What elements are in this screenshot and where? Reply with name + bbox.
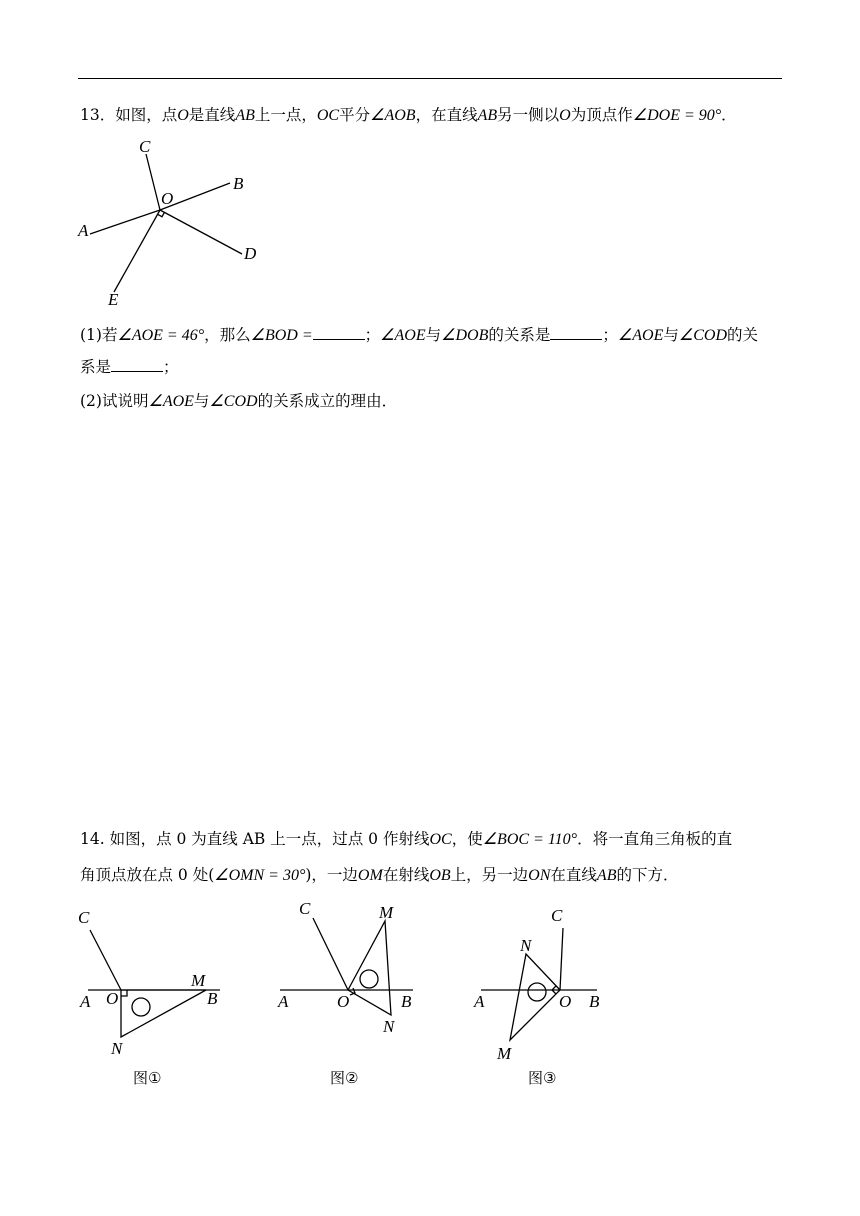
- text: 上，另一边: [450, 866, 529, 884]
- label-b: B: [233, 174, 244, 193]
- text: 的关系是: [488, 326, 551, 344]
- text: ，使: [451, 830, 483, 848]
- label-b: B: [207, 989, 218, 1008]
- text: 13．如图，点: [80, 106, 178, 124]
- label-b: B: [401, 992, 412, 1011]
- label-n: N: [520, 936, 532, 955]
- math: AB: [596, 867, 617, 884]
- figure-1: [78, 908, 220, 1087]
- label-b: B: [589, 992, 600, 1011]
- text: 是直线: [188, 106, 236, 124]
- text: ．将一直角三角板的直: [577, 830, 733, 848]
- label-c: C: [78, 908, 90, 927]
- math: OC: [429, 831, 452, 848]
- math: OC: [316, 107, 340, 124]
- text: 的关: [727, 326, 759, 344]
- text: (1)若: [80, 326, 118, 344]
- text: 在直线: [550, 866, 597, 884]
- math: ∠AOE: [148, 393, 194, 410]
- math: ∠AOE: [617, 327, 664, 344]
- math: ∠AOB: [370, 107, 416, 124]
- label-o: O: [106, 989, 119, 1008]
- text: 与: [193, 392, 210, 410]
- text: 的下方．: [616, 866, 679, 884]
- text: 在射线: [382, 866, 430, 884]
- figure-3: [473, 906, 600, 1087]
- triangle-omn: [348, 921, 391, 1015]
- label-o: O: [559, 992, 572, 1011]
- math: OM: [357, 867, 383, 884]
- math: AB: [477, 107, 498, 124]
- math: O: [177, 107, 189, 124]
- triangle-omn: [510, 954, 560, 1040]
- caption-fig3: 图③: [528, 1069, 557, 1087]
- label-m: M: [497, 1044, 512, 1063]
- label-a: A: [278, 992, 289, 1011]
- label-o: O: [337, 992, 350, 1011]
- ray-oc: [90, 930, 121, 990]
- label-c: C: [139, 137, 151, 156]
- text: 平分: [339, 106, 371, 124]
- math: ∠AOE = 46°: [117, 327, 205, 344]
- ray-oc: [313, 918, 348, 990]
- text: ；: [163, 358, 179, 376]
- text: )，一边: [305, 866, 358, 884]
- math: ON: [528, 867, 551, 884]
- math: ∠BOD =: [250, 327, 313, 344]
- math: ∠DOB: [441, 327, 489, 344]
- label-n: N: [111, 1039, 123, 1058]
- figure-2: [277, 899, 413, 1087]
- text: 14. 如图，点 0 为直线 AB 上一点，过点 0 作射线: [80, 830, 430, 848]
- label-m: M: [191, 971, 206, 990]
- text: 另一侧以: [497, 106, 560, 124]
- math: ∠BOC = 110°: [482, 831, 578, 848]
- math: ∠COD: [678, 327, 727, 344]
- triangle-hole: [360, 970, 378, 988]
- math: OB: [429, 867, 451, 884]
- text: 角顶点放在点 0 处(: [80, 866, 215, 884]
- right-angle-mark: [121, 990, 127, 996]
- label-e: E: [108, 290, 119, 309]
- label-a: A: [474, 992, 485, 1011]
- triangle-hole: [528, 983, 546, 1001]
- text: ．: [721, 106, 737, 124]
- label-o: O: [161, 189, 174, 208]
- math: AB: [235, 107, 255, 124]
- text: 与: [425, 326, 442, 344]
- label-d: D: [244, 244, 257, 263]
- caption-fig2: 图②: [330, 1069, 359, 1087]
- triangle-omn: [121, 990, 206, 1037]
- label-a: A: [80, 992, 91, 1011]
- label-m: M: [379, 903, 394, 922]
- text: 与: [663, 326, 679, 344]
- label-n: N: [383, 1017, 395, 1036]
- math: ∠DOE = 90°: [632, 107, 722, 124]
- label-c: C: [551, 906, 563, 925]
- text: ；: [364, 326, 381, 344]
- text: 系是: [80, 358, 112, 376]
- caption-fig1: 图①: [133, 1069, 162, 1087]
- text: ，在直线: [415, 106, 478, 124]
- text: ，那么: [204, 326, 251, 344]
- math: O: [559, 107, 571, 124]
- math: ∠COD: [209, 393, 258, 410]
- ray-oc: [560, 928, 563, 990]
- text: 为顶点作: [570, 106, 633, 124]
- math: ∠OMN = 30°: [214, 867, 306, 884]
- label-c: C: [299, 899, 311, 918]
- text: 的关系成立的理由．: [257, 392, 398, 410]
- text: ；: [602, 326, 618, 344]
- label-a: A: [78, 221, 89, 240]
- math: ∠AOE: [380, 327, 426, 344]
- text: (2)试说明: [80, 392, 149, 410]
- triangle-hole: [132, 998, 150, 1016]
- text: 上一点，: [254, 106, 317, 124]
